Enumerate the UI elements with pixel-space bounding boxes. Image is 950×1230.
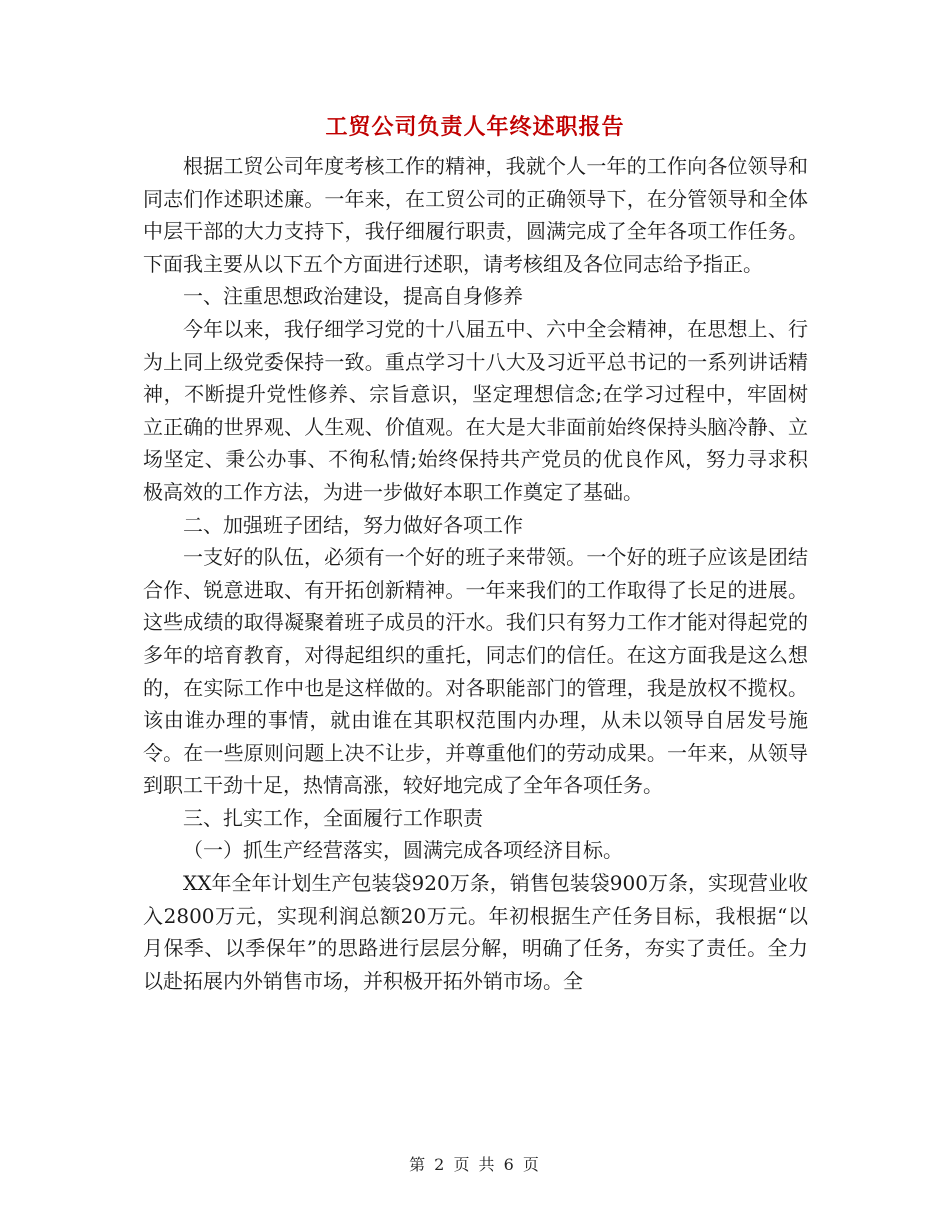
- section-heading-2: 二、加强班子团结，努力做好各项工作: [183, 512, 523, 537]
- document-title: 工贸公司负责人年终述职报告: [325, 114, 625, 140]
- document-body: [143, 150, 808, 997]
- section-heading-1: 一、注重思想政治建设，提高自身修养: [183, 284, 523, 309]
- subsection-heading-3-1: （一）抓生产经营落实，圆满完成各项经济目标。: [183, 838, 623, 863]
- paragraph-section-3-1: XX年全年计划生产包装袋920万条，销售包装袋900万条，实现营业收入2800万元，实现利润总额20万元。年初根据生产任务目标，我根据“以月保季、以季保年”的思路进行层层分解，明确了任务，夯实了责任。全力以赴拓展内外销售市场，并积极开拓外销市场。全: [143, 871, 808, 993]
- paragraph-intro: 根据工贸公司年度考核工作的精神，我就个人一年的工作向各位领导和同志们作述职述廉。一年来，在工贸公司的正确领导下，在分管领导和全体中层干部的大力支持下，我仔细履行职责，圆满完成了全年各项工作任务。下面我主要从以下五个方面进行述职，请考核组及各位同志给予指正。: [143, 154, 808, 276]
- section-heading-3: 三、扎实工作，全面履行工作职责: [183, 805, 483, 830]
- paragraph-section-1: 今年以来，我仔细学习党的十八届五中、六中全会精神，在思想上、行为上同上级党委保持一致。重点学习十八大及习近平总书记的一系列讲话精神，不断提升党性修养、宗旨意识，坚定理想信念;在学习过程中，牢固树立正确的世界观、人生观、价值观。在大是大非面前始终保持头脑冷静、立场坚定、秉公办事、不徇私情;始终保持共产党员的优良作风，努力寻求积极高效的工作方法，为进一步做好本职工作奠定了基础。: [143, 316, 808, 504]
- page-footer: 第 2 页 共 6 页: [409, 1155, 541, 1174]
- paragraph-section-2: 一支好的队伍，必须有一个好的班子来带领。一个好的班子应该是团结合作、锐意进取、有开拓创新精神。一年来我们的工作取得了长足的进展。这些成绩的取得凝聚着班子成员的汗水。我们只有努力工作才能对得起党的多年的培育教育，对得起组织的重托，同志们的信任。在这方面我是这么想的，在实际工作中也是这样做的。对各职能部门的管理，我是放权不揽权。该由谁办理的事情，就由谁在其职权范围内办理，从未以领导自居发号施令。在一些原则问题上决不让步，并尊重他们的劳动成果。一年来，从领导到职工干劲十足，热情高涨，较好地完成了全年各项任务。: [143, 545, 808, 798]
